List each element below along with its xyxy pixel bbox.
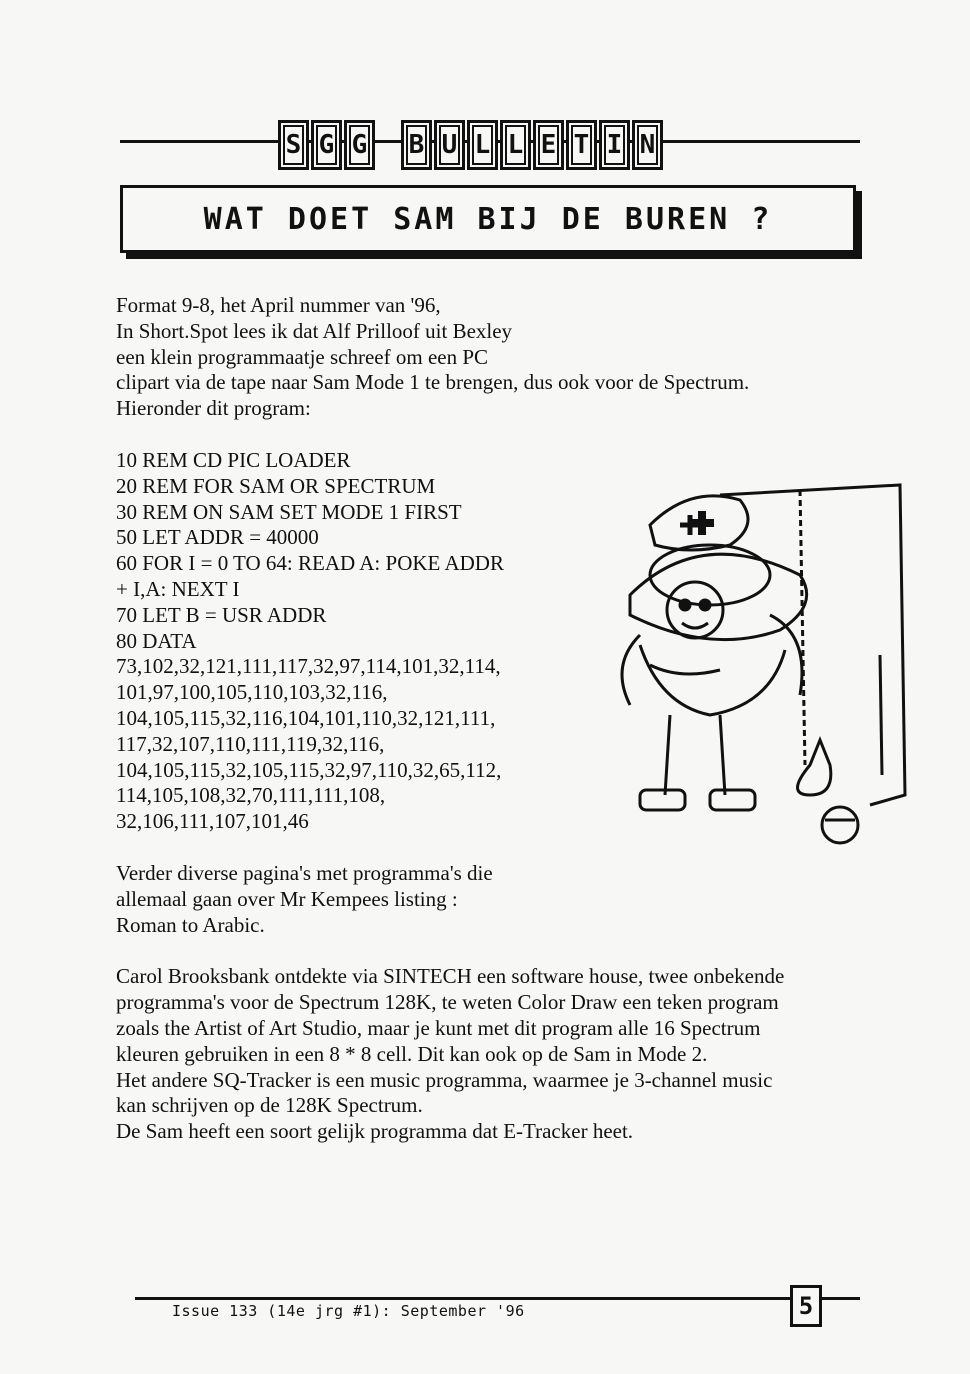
paragraph-line: Roman to Arabic. <box>116 912 265 937</box>
masthead-letter: E <box>533 120 564 170</box>
footer-rule <box>135 1297 860 1300</box>
listing-line: 70 LET B = USR ADDR <box>116 602 327 627</box>
listing-line: 104,105,115,32,105,115,32,97,110,32,65,112, <box>116 757 502 782</box>
listing-line: + I,A: NEXT I <box>116 576 240 601</box>
paragraph-line: allemaal gaan over Mr Kempees listing : <box>116 886 458 911</box>
listing-line: 73,102,32,121,111,117,32,97,114,101,32,114, <box>116 654 501 679</box>
masthead-letter: U <box>434 120 465 170</box>
intro-line: Format 9-8, het April nummer van '96, <box>116 293 441 317</box>
listing-line: 114,105,108,32,70,111,111,108, <box>116 783 386 808</box>
paragraph-line: zoals the Artist of Art Studio, maar je kunt met dit program alle 16 Spectrum <box>116 1015 761 1040</box>
listing-line: 20 REM FOR SAM OR SPECTRUM <box>116 473 436 498</box>
issue-line: Issue 133 (14e jrg #1): September '96 <box>172 1302 525 1320</box>
masthead-letter: B <box>401 120 432 170</box>
page-number: 5 <box>790 1285 822 1327</box>
masthead-letter: G <box>311 120 342 170</box>
listing-line: 80 DATA <box>116 628 197 653</box>
intro-line: een klein programmaatje schreef om een PC <box>116 344 489 369</box>
masthead-letter: T <box>566 120 597 170</box>
masthead <box>278 120 685 170</box>
paragraph-line: Carol Brooksbank ontdekte via SINTECH een software house, twee onbekende <box>116 964 785 989</box>
listing-line: 104,105,115,32,116,104,101,110,32,121,111, <box>116 705 496 730</box>
paragraph-line: programma's voor de Spectrum 128K, te weten Color Draw een teken program <box>116 990 779 1015</box>
masthead-letter: I <box>599 120 630 170</box>
masthead-letter: L <box>500 120 531 170</box>
nurse-robot-clipart-icon <box>570 465 940 875</box>
listing-line: 50 LET ADDR = 40000 <box>116 525 319 550</box>
masthead-letter: L <box>467 120 498 170</box>
listing-line: 32,106,111,107,101,46 <box>116 809 309 834</box>
intro-line: In Short.Spot lees ik dat Alf Prilloof uit Bexley <box>116 318 513 343</box>
masthead-letter: S <box>278 120 309 170</box>
article-title-box <box>120 185 856 253</box>
article-title: WAT DOET SAM BIJ DE BUREN ? <box>203 201 773 237</box>
masthead-brand <box>278 120 375 170</box>
paragraph-line: Het andere SQ-Tracker is een music programma, waarmee je 3-channel music <box>116 1067 773 1092</box>
listing-line: 30 REM ON SAM SET MODE 1 FIRST <box>116 499 462 524</box>
masthead-letter: N <box>632 120 663 170</box>
masthead-letter: G <box>344 120 375 170</box>
intro-line: clipart via de tape naar Sam Mode 1 te brengen, dus ook voor de Spectrum. <box>116 370 750 395</box>
listing-line: 101,97,100,105,110,103,32,116, <box>116 680 388 705</box>
paragraph-line: kan schrijven op de 128K Spectrum. <box>116 1093 423 1118</box>
listing-line: 60 FOR I = 0 TO 64: READ A: POKE ADDR <box>116 551 504 576</box>
paragraph-line: De Sam heeft een soort gelijk programma dat E-Tracker heet. <box>116 1119 634 1144</box>
paragraph-line: Verder diverse pagina's met programma's die <box>116 860 493 885</box>
listing-line: 117,32,107,110,111,119,32,116, <box>116 731 385 756</box>
paragraph-line: kleuren gebruiken in een 8 * 8 cell. Dit kan ook op de Sam in Mode 2. <box>116 1041 708 1066</box>
listing-line: 10 REM CD PIC LOADER <box>116 447 351 472</box>
masthead-word <box>401 120 663 170</box>
intro-line: Hieronder dit program: <box>116 396 311 421</box>
